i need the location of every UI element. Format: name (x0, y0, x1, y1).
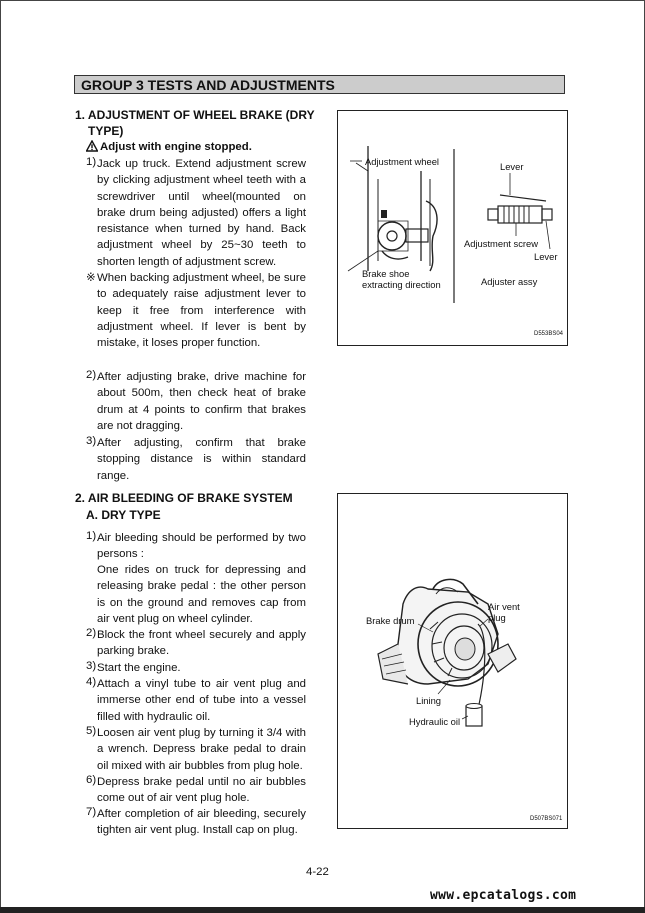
item-number: 4) (86, 676, 97, 688)
item-number: 3) (86, 660, 97, 672)
label-brake-drum: Brake drum (366, 615, 415, 626)
section2-subheading: A. DRY TYPE (86, 508, 161, 522)
section1-heading-line1: 1. ADJUSTMENT OF WHEEL BRAKE (DRY (75, 108, 315, 122)
section2-item-3: Start the engine. (97, 662, 181, 674)
group-title-bar: GROUP 3 TESTS AND ADJUSTMENTS (74, 75, 565, 94)
label-air-vent: Air vent (488, 601, 520, 612)
label-hydraulic-oil: Hydraulic oil (409, 716, 461, 727)
label-adjustment-wheel: Adjustment wheel (365, 156, 439, 167)
section1-item-2: After adjusting brake, drive machine for about 500m, then check heat of brake drum at 4 points to confirm that brakes are not dragging. (97, 371, 306, 432)
figure-air-bleeding (337, 493, 568, 829)
label-lever-top: Lever (500, 161, 524, 172)
section2-item-2: Block the front wheel securely and apply parking brake. (97, 629, 306, 658)
label-lever-bottom: Lever (534, 251, 558, 262)
section2-item-4: Attach a vinyl tube to air vent plug and immerse other end of tube into a vessel filled with hydraulic oil. (97, 678, 306, 723)
watermark-url[interactable]: www.epcatalogs.com (430, 888, 577, 903)
page-number: 4-22 (306, 866, 329, 878)
label-adjuster-assy: Adjuster assy (481, 276, 538, 287)
section1-item-1: Jack up truck. Extend adjustment screw by clicking adjustment wheel teeth with a screwdriver until wheel(mounted on brake drum being adjusted) offers a light resistance when turned by hand. Back adjustment wheel by 25~30 teeth to shorten length of adjustment screw. (97, 158, 306, 268)
note-mark: ※ (86, 272, 96, 284)
section2-item-5: Loosen air vent plug by turning it 3/4 with a wrench. Depress brake pedal to drain oil mixed with air bubbles from plug hole. (97, 727, 306, 772)
brake-adjuster-illustration (338, 111, 567, 345)
figure-code: D507BS071 (530, 816, 563, 822)
label-lining: Lining (416, 695, 442, 706)
section1-item-3: After adjusting, confirm that brake stopping distance is within standard range. (97, 437, 306, 482)
item-number: 5) (86, 725, 97, 737)
figure-code: D553BS04 (534, 331, 564, 337)
warning-triangle-icon (86, 140, 100, 154)
item-number: 1) (86, 530, 97, 542)
section1-heading-line2: TYPE) (88, 124, 124, 138)
warning-text: Adjust with engine stopped. (100, 141, 252, 153)
section2-item-6: Depress brake pedal until no air bubbles come out of air vent plug hole. (97, 776, 306, 805)
section2-item-1: Air bleeding should be performed by two persons : (97, 532, 306, 561)
label-extracting-direction: extracting direction (362, 279, 441, 290)
section1-note: When backing adjustment wheel, be sure to adequately raise adjustment lever to keep it free from interference with adjustment wheel. If lever is bent by mistake, it loses proper function. (97, 272, 306, 350)
item-number: 2) (86, 627, 97, 639)
section2-item-7: After completion of air bleeding, securely tighten air vent plug. Install cap on plug. (97, 808, 306, 837)
section2-heading: 2. AIR BLEEDING OF BRAKE SYSTEM (75, 491, 293, 505)
label-brake-shoe: Brake shoe (362, 268, 410, 279)
item-number: 2) (86, 369, 97, 381)
label-plug: plug (488, 612, 506, 623)
label-adjustment-screw: Adjustment screw (464, 238, 538, 249)
brake-drum-illustration (338, 494, 567, 828)
item-number: 3) (86, 435, 97, 447)
item-number: 1) (86, 156, 97, 168)
figure-wheel-brake-adjuster (337, 110, 568, 346)
section2-item-1-detail: One rides on truck for depressing and releasing brake pedal : the other person is on the ground and removes cap from air vent plug on wheel cylinder. (97, 564, 306, 625)
item-number: 7) (86, 806, 97, 818)
item-number: 6) (86, 774, 97, 786)
bottom-border (0, 907, 645, 913)
